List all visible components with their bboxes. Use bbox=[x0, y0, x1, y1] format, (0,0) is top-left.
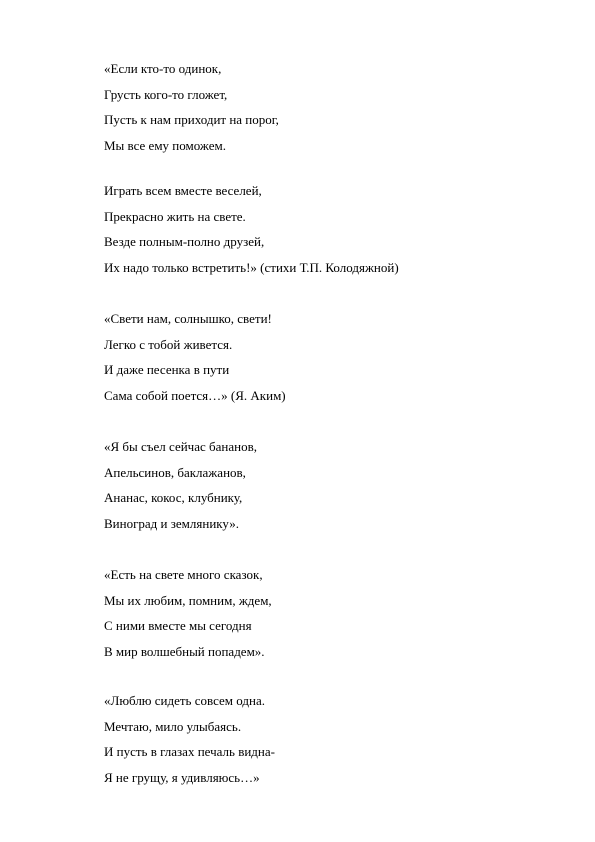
poem-line: Сама собой поется…» (Я. Аким) bbox=[104, 387, 286, 403]
poem-line: Играть всем вместе веселей, bbox=[104, 183, 262, 198]
poem-line: Апельсинов, баклажанов, bbox=[104, 464, 246, 480]
poem-line: Их надо только встретить!» (стихи Т.П. Колодяжной) bbox=[104, 259, 399, 275]
poem-line: С ними вместе мы сегодня bbox=[104, 618, 252, 633]
poem-line: «Если кто-то одинок, bbox=[104, 61, 222, 76]
poem-line: Везде полным-полно друзей, bbox=[104, 234, 265, 249]
poem-line: И даже песенка в пути bbox=[104, 362, 230, 377]
poem-line: Мы все ему поможем. bbox=[104, 137, 226, 153]
poem-line: Виноград и землянику». bbox=[104, 515, 239, 531]
poem-line: Мечтаю, мило улыбаясь. bbox=[104, 718, 242, 734]
poem-line: Легко с тобой живется. bbox=[104, 336, 233, 352]
poem-line: «Свети нам, солнышко, свети! bbox=[104, 311, 272, 326]
poem-stanza-2 bbox=[104, 178, 399, 280]
poem-line: Мы их любим, помним, ждем, bbox=[104, 592, 272, 608]
poem-stanza-4 bbox=[104, 434, 257, 536]
poem-line: «Я бы съел сейчас бананов, bbox=[104, 439, 257, 454]
poem-line: Прекрасно жить на свете. bbox=[104, 208, 246, 224]
poem-stanza-3 bbox=[104, 306, 286, 408]
poem-line: Я не грущу, я удивляюсь…» bbox=[104, 769, 260, 785]
poem-stanza-1 bbox=[104, 56, 279, 158]
poem-line: Пусть к нам приходит на порог, bbox=[104, 112, 279, 127]
poem-stanza-6 bbox=[104, 688, 275, 790]
poem-line: Грусть кого-то гложет, bbox=[104, 86, 228, 102]
poem-line: В мир волшебный попадем». bbox=[104, 643, 265, 659]
poem-line: «Есть на свете много сказок, bbox=[104, 567, 263, 582]
poem-line: «Люблю сидеть совсем одна. bbox=[104, 693, 265, 708]
poem-line: Ананас, кокос, клубнику, bbox=[104, 490, 243, 505]
poem-stanza-5 bbox=[104, 562, 272, 664]
poem-line: И пусть в глазах печаль видна- bbox=[104, 744, 275, 759]
